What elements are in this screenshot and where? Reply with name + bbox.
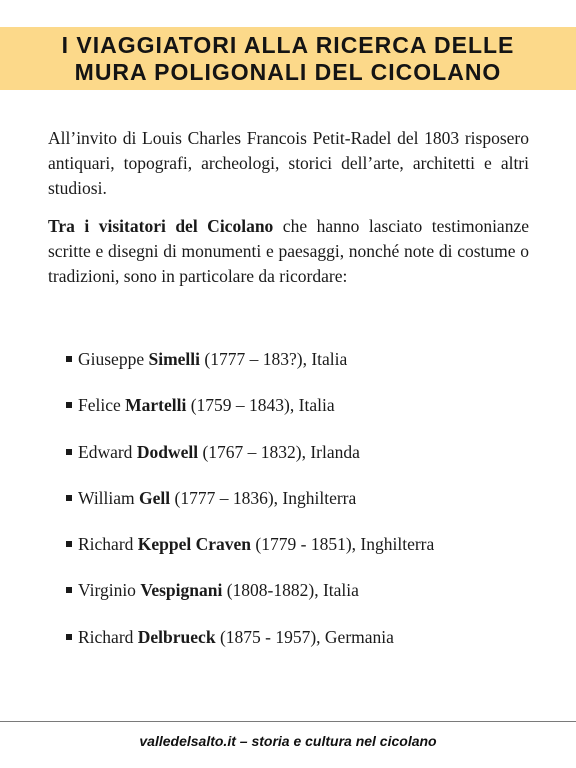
footer-text: valledelsalto.it – storia e cultura nel cicolano: [139, 733, 437, 749]
bullet-icon: [66, 495, 72, 501]
list-item: Richard Delbrueck (1875 - 1957), Germania: [66, 625, 434, 671]
page-title: [62, 32, 515, 86]
travelers-list: [66, 347, 434, 671]
bullet-icon: [66, 356, 72, 362]
list-item: Virginio Vespignani (1808-1882), Italia: [66, 578, 434, 624]
visitors-lead: Tra i visitatori del Cicolano: [48, 216, 274, 236]
list-item: William Gell (1777 – 1836), Inghilterra: [66, 486, 434, 532]
list-item: Richard Keppel Craven (1779 - 1851), Inghilterra: [66, 532, 434, 578]
footer-divider: [0, 721, 576, 722]
bullet-icon: [66, 587, 72, 593]
visitors-text: che hanno lasciato testimonianze scritte e disegni di monumenti e paesaggi, nonché note di costume o tradizioni, sono in particolare da ricordare:: [48, 216, 529, 286]
intro-paragraph: All’invito di Louis Charles Francois Petit-Radel del 1803 risposero antiquari, topografi, archeologi, storici dell’arte, architetti e altri studiosi.: [48, 128, 529, 198]
bullet-icon: [66, 402, 72, 408]
title-line-1: I VIAGGIATORI ALLA RICERCA DELLE: [61, 31, 515, 58]
list-item: Felice Martelli (1759 – 1843), Italia: [66, 393, 434, 439]
title-line-2: MURA POLIGONALI DEL CICOLANO: [74, 58, 502, 85]
bullet-icon: [66, 634, 72, 640]
title-band: [0, 27, 576, 90]
visitors-paragraph: [48, 214, 529, 289]
bullet-icon: [66, 541, 72, 547]
list-item: Giuseppe Simelli (1777 – 183?), Italia: [66, 347, 434, 393]
bullet-icon: [66, 449, 72, 455]
list-item: Edward Dodwell (1767 – 1832), Irlanda: [66, 440, 434, 486]
